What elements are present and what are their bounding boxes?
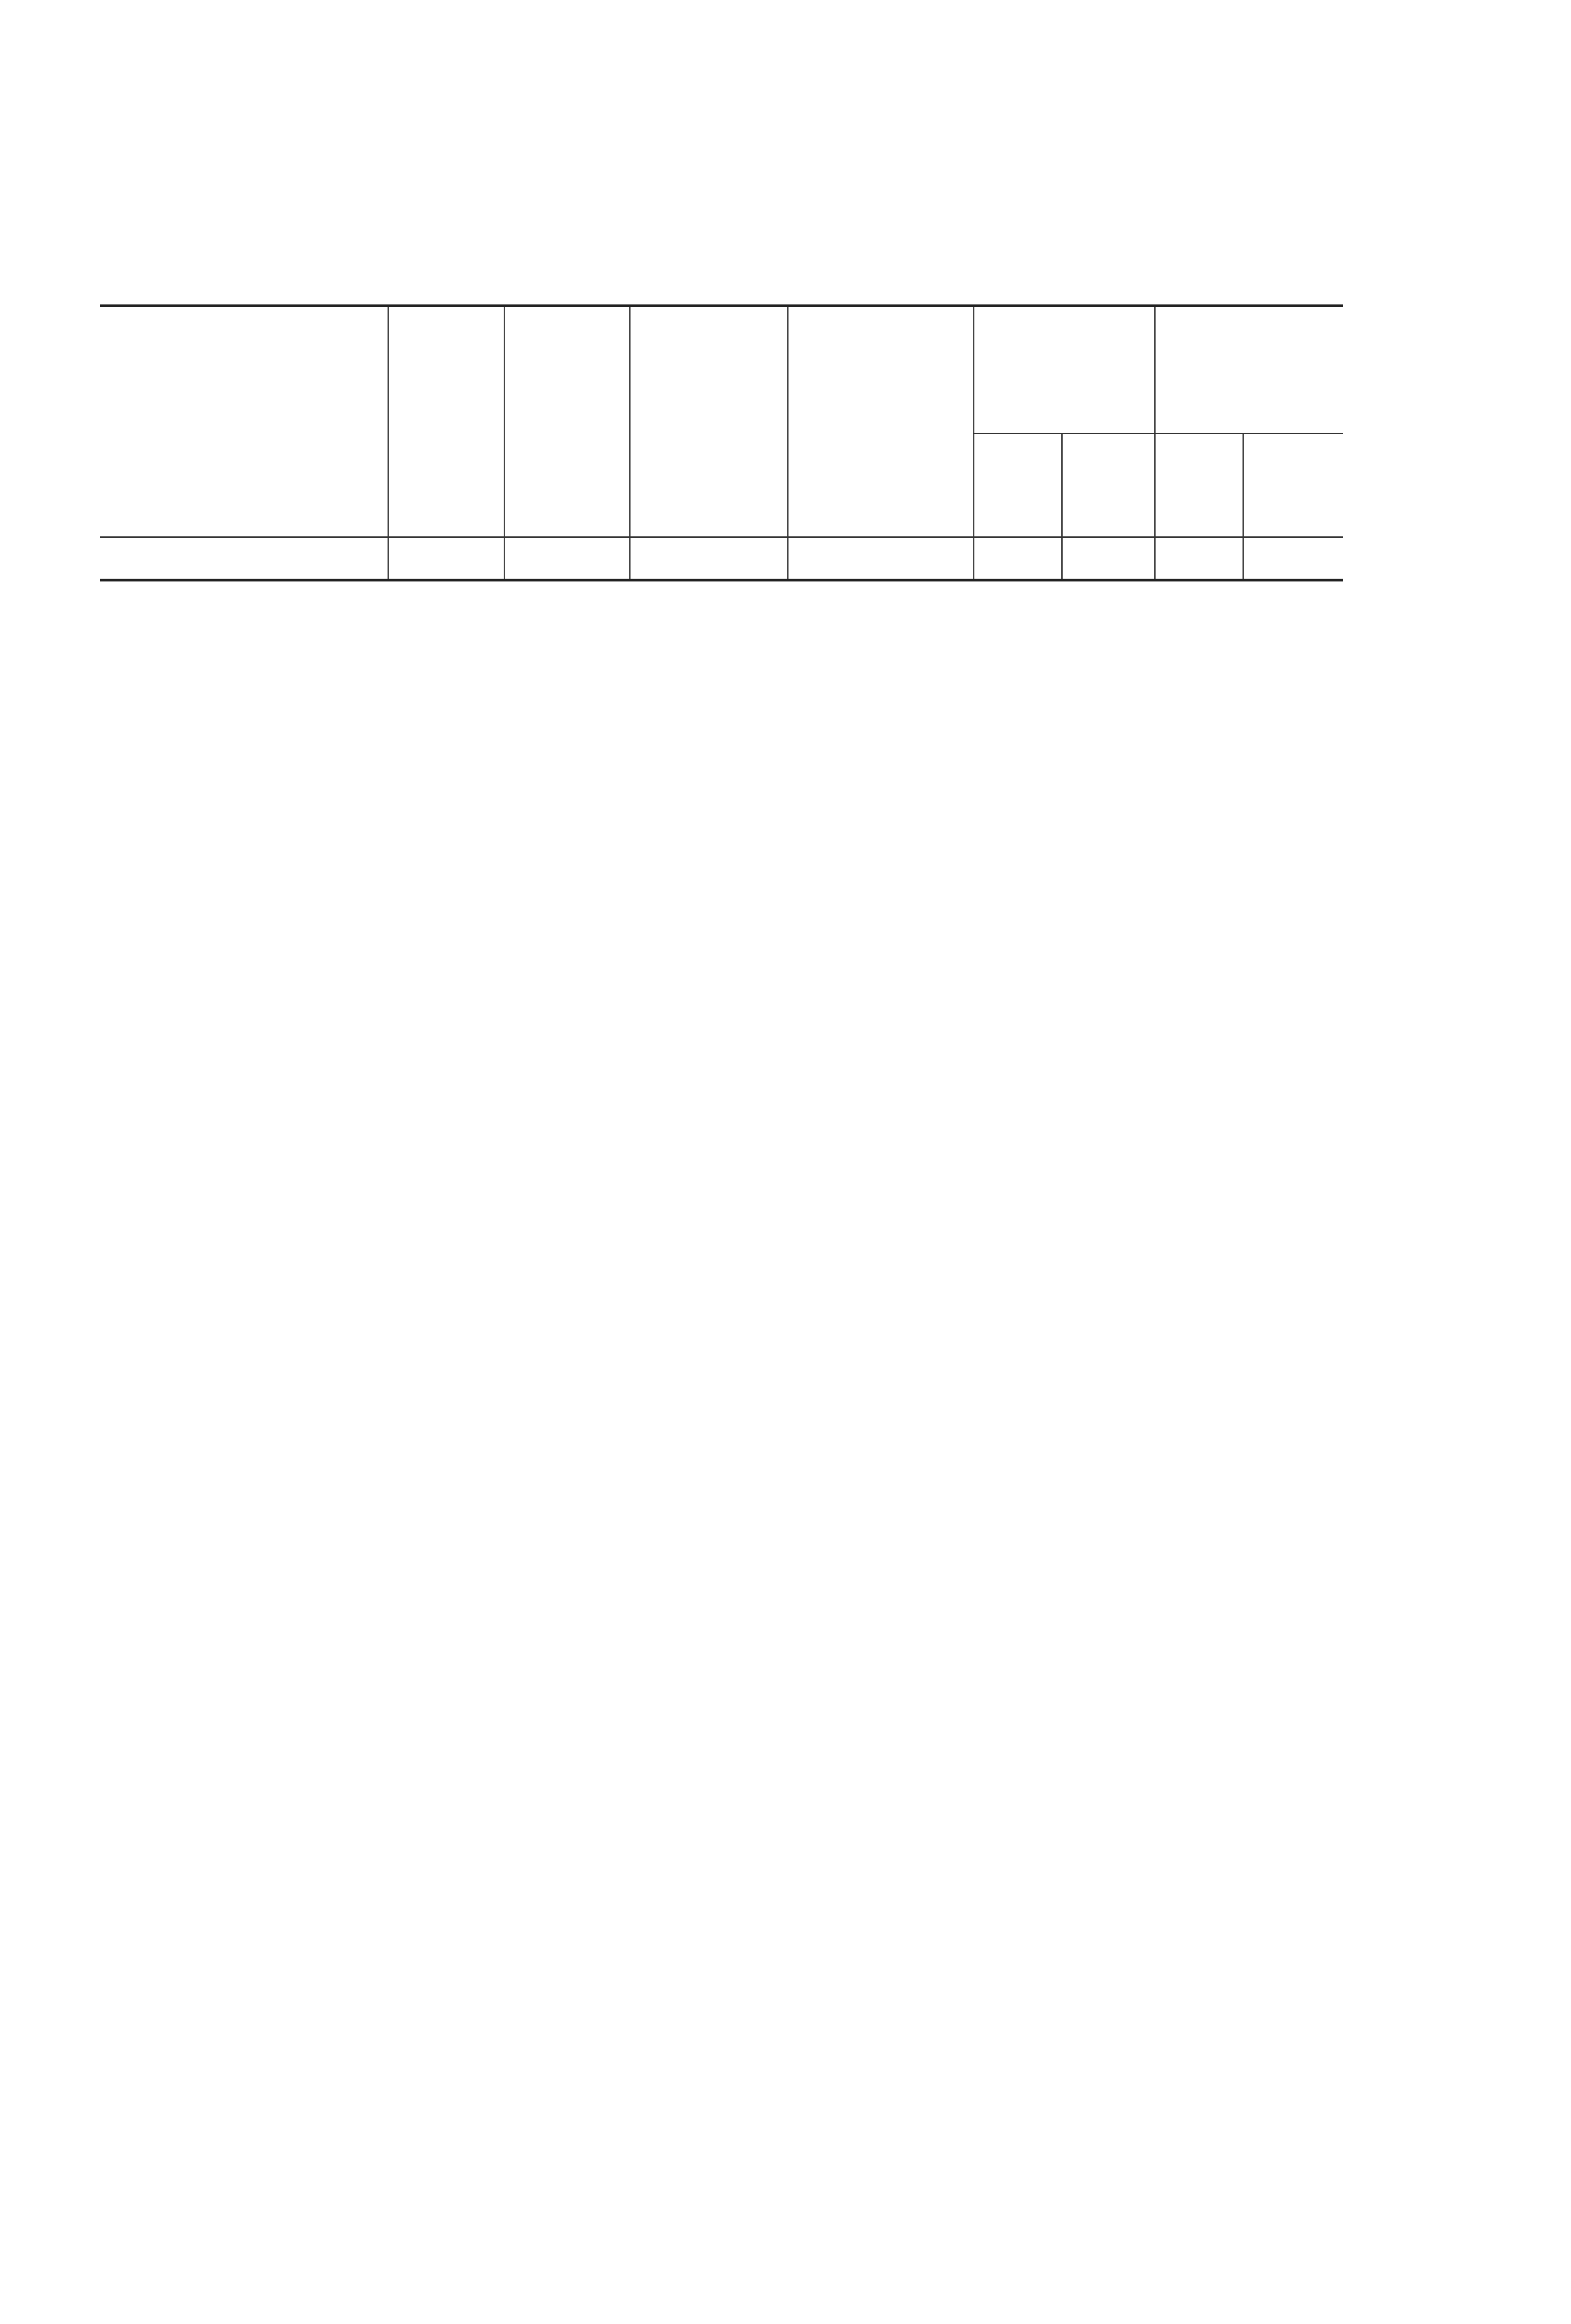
col-header-men [388, 306, 504, 537]
coal-table-wrapper [100, 304, 1343, 581]
col-header-active-days [504, 306, 630, 537]
table-body [100, 537, 1343, 581]
col-header-rates-nonfatal [1243, 434, 1343, 537]
col-group-injuries [973, 306, 1155, 434]
col-header-industry [100, 306, 388, 537]
coal-injury-table [100, 304, 1343, 581]
col-header-man-days [630, 306, 788, 537]
section-row [100, 537, 1343, 581]
col-header-injuries-nonfatal [1062, 434, 1155, 537]
col-header-injuries-fatal [973, 434, 1062, 537]
col-header-rates-fatal [1155, 434, 1243, 537]
col-header-man-hours [788, 306, 973, 537]
col-group-rates [1155, 306, 1343, 434]
section-title [100, 537, 388, 581]
